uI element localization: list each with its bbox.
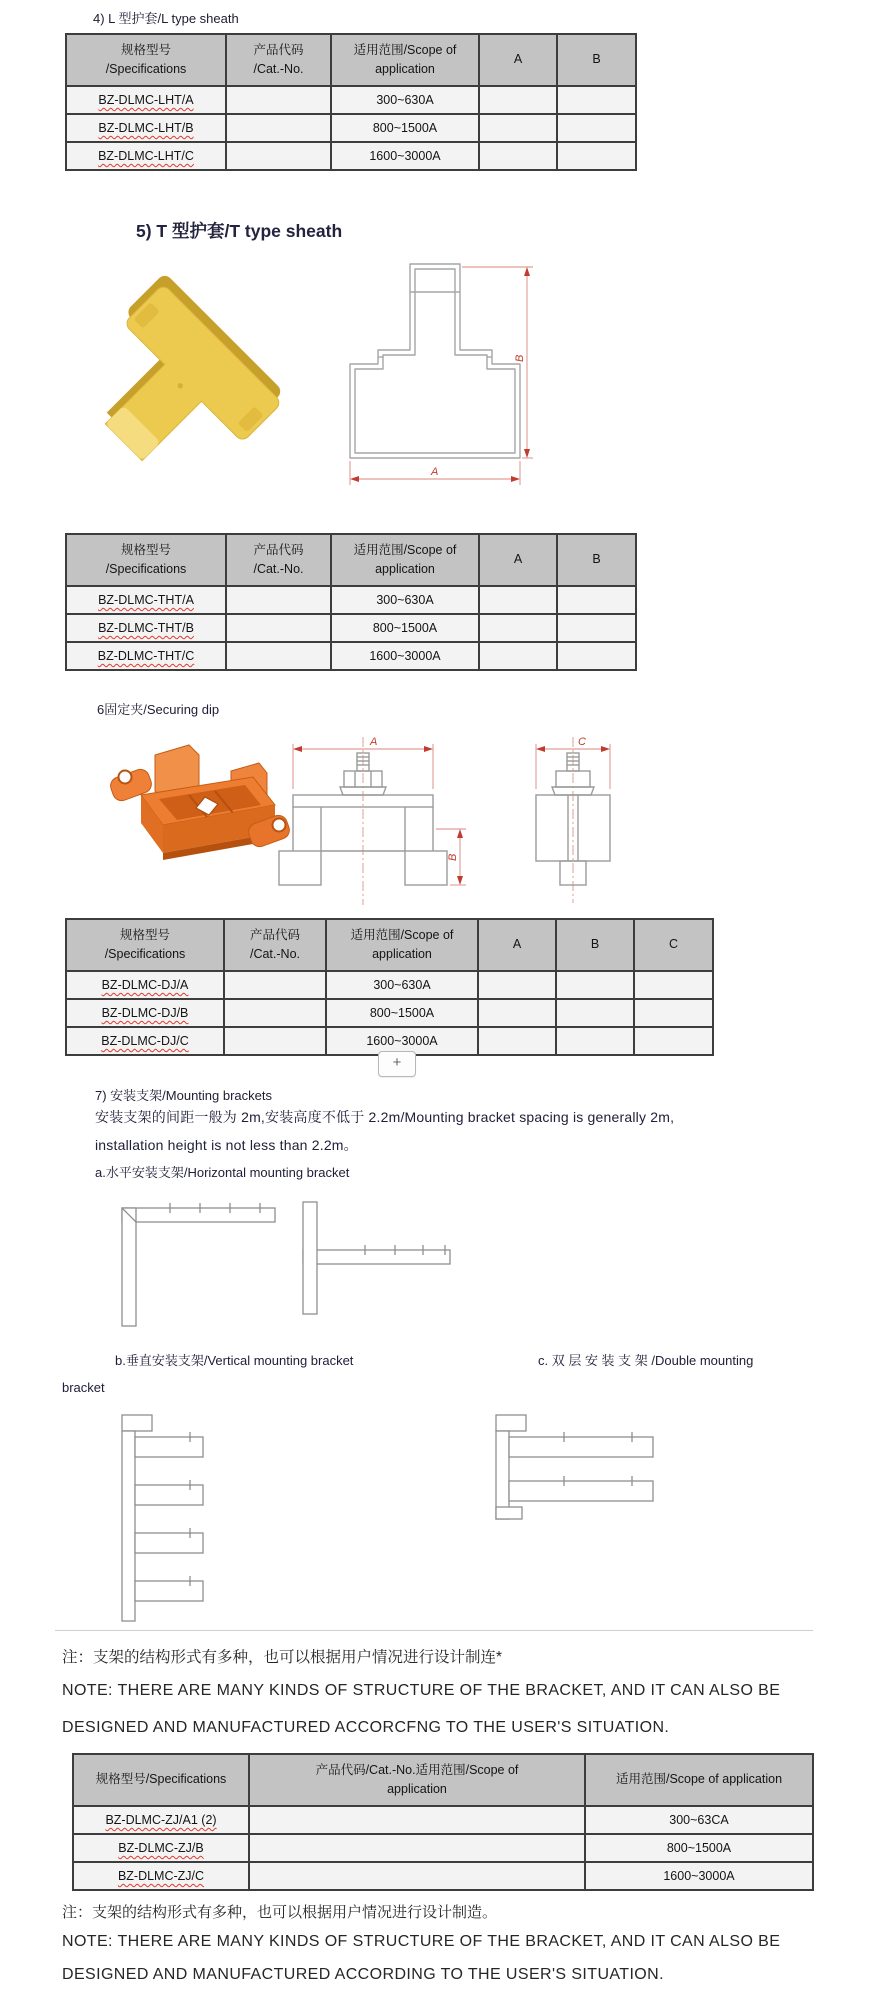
table-row <box>66 614 636 642</box>
cell-scope: 300~63CA <box>585 1806 813 1834</box>
table-row <box>66 642 636 670</box>
col-spec: 规格型号/Specifications <box>73 1754 249 1806</box>
col-scope: 适用范围/Scope of application <box>585 1754 813 1806</box>
cell-cat <box>249 1834 585 1862</box>
table-row <box>66 999 713 1027</box>
cell-scope: 1600~3000A <box>331 642 479 670</box>
section5-heading: 5) T 型护套/T type sheath <box>136 221 343 241</box>
cell-a <box>479 586 557 614</box>
t-sheath-profile-drawing <box>330 258 540 496</box>
dim-label-b: B <box>514 354 526 362</box>
col-cat: 产品代码 /Cat.-No. <box>226 34 331 86</box>
securing-clip-front-drawing <box>278 733 483 911</box>
cell-scope: 300~630A <box>331 86 479 114</box>
cell-a <box>479 114 557 142</box>
dim-label-a: A <box>370 736 378 748</box>
col-a: A <box>478 919 556 971</box>
clip-front-view <box>278 733 483 911</box>
cell-cat <box>226 614 331 642</box>
col-cat-scope: 产品代码/Cat.-No.适用范围/Scope of application <box>249 1754 585 1806</box>
cell-spec: BZ-DLMC-DJ/A <box>66 971 224 999</box>
expand-button[interactable]: + <box>378 1051 416 1077</box>
cell-c <box>634 999 713 1027</box>
section-divider <box>55 1630 813 1631</box>
table-header-row <box>66 534 636 586</box>
double-bracket-drawing <box>492 1413 657 1531</box>
note2-en-line1: NOTE: THERE ARE MANY KINDS OF STRUCTURE OF THE BRACKET, AND IT CAN ALSO BE <box>62 1933 781 1950</box>
col-scope: 适用范围/Scope of application <box>326 919 478 971</box>
t-sheath-table <box>65 533 637 671</box>
cell-c <box>634 971 713 999</box>
cell-spec: BZ-DLMC-DJ/B <box>66 999 224 1027</box>
table-row <box>66 114 636 142</box>
t-sheath-drawing <box>330 258 540 496</box>
cell-cat <box>226 114 331 142</box>
cell-b <box>557 642 636 670</box>
cell-scope: 800~1500A <box>326 999 478 1027</box>
table-row <box>73 1862 813 1890</box>
cell-spec: BZ-DLMC-THT/C <box>66 642 226 670</box>
cell-cat <box>249 1806 585 1834</box>
dim-label-c: C <box>578 736 586 748</box>
dim-label-a: A <box>431 466 439 478</box>
table-row <box>73 1834 813 1862</box>
cell-a <box>478 1027 556 1055</box>
cell-spec: BZ-DLMC-LHT/C <box>66 142 226 170</box>
cell-spec: BZ-DLMC-DJ/C <box>66 1027 224 1055</box>
cell-scope: 300~630A <box>326 971 478 999</box>
note2-zh: 注：支架的结构形式有多种，也可以根据用户情况进行设计制造。 <box>62 1904 498 1921</box>
cell-scope: 1600~3000A <box>326 1027 478 1055</box>
cell-cat <box>224 999 326 1027</box>
cell-b <box>557 86 636 114</box>
section6-heading: 6固定夹/Securing dip <box>97 702 220 717</box>
cell-b <box>557 614 636 642</box>
table-row <box>66 971 713 999</box>
table-header-row <box>73 1754 813 1806</box>
col-scope: 适用范围/Scope of application <box>331 534 479 586</box>
t-bracket-drawing <box>295 1200 460 1318</box>
clip-side-view <box>518 733 630 911</box>
l-bracket-drawing <box>118 1200 283 1332</box>
cell-b <box>557 114 636 142</box>
cell-scope: 1600~3000A <box>331 142 479 170</box>
cell-scope: 1600~3000A <box>585 1862 813 1890</box>
note1-en-line2: DESIGNED AND MANUFACTURED ACCORCFNG TO THE USER'S SITUATION. <box>62 1719 670 1736</box>
label-double-bracket-wrap: bracket <box>62 1380 105 1395</box>
cell-a <box>479 642 557 670</box>
mounting-para-line1: 安装支架的间距一般为 2m,安装高度不低于 2.2m/Mounting bracket spacing is generally 2m, <box>95 1109 675 1125</box>
cell-spec: BZ-DLMC-LHT/B <box>66 114 226 142</box>
cell-c <box>634 1027 713 1055</box>
label-vertical-bracket: b.垂直安装支架/Vertical mounting bracket <box>115 1353 354 1368</box>
cell-b <box>557 142 636 170</box>
cell-b <box>556 971 634 999</box>
col-a: A <box>479 34 557 86</box>
cell-b <box>556 1027 634 1055</box>
note1-zh: 注：支架的结构形式有多种，也可以根据用户情况进行设计制连* <box>62 1649 503 1666</box>
col-c: C <box>634 919 713 971</box>
dim-label-b: B <box>447 853 459 861</box>
cell-cat <box>224 971 326 999</box>
cell-cat <box>226 142 331 170</box>
cell-cat <box>224 1027 326 1055</box>
securing-clip-photo <box>103 733 298 905</box>
orange-clip-part-image <box>103 733 298 905</box>
mounting-para-line2: installation height is not less than 2.2m。 <box>95 1137 358 1153</box>
col-spec: 规格型号 /Specifications <box>66 919 224 971</box>
col-spec: 规格型号 /Specifications <box>66 534 226 586</box>
cell-a <box>478 971 556 999</box>
cell-spec: BZ-DLMC-ZJ/A1 (2) <box>73 1806 249 1834</box>
cell-a <box>479 86 557 114</box>
cell-b <box>556 999 634 1027</box>
note2-en-line2: DESIGNED AND MANUFACTURED ACCORDING TO THE USER'S SITUATION. <box>62 1966 664 1983</box>
cell-scope: 800~1500A <box>585 1834 813 1862</box>
note1-en-line1: NOTE: THERE ARE MANY KINDS OF STRUCTURE OF THE BRACKET, AND IT CAN ALSO BE <box>62 1682 781 1699</box>
cell-a <box>479 142 557 170</box>
section7-heading: 7) 安装支架/Mounting brackets <box>95 1088 273 1103</box>
securing-clip-side-drawing <box>518 733 630 911</box>
col-spec: 规格型号 /Specifications <box>66 34 226 86</box>
cell-scope: 800~1500A <box>331 614 479 642</box>
cell-spec: BZ-DLMC-ZJ/C <box>73 1862 249 1890</box>
cell-spec: BZ-DLMC-THT/B <box>66 614 226 642</box>
cell-cat <box>226 86 331 114</box>
horizontal-bracket-l-drawing <box>118 1200 283 1332</box>
col-cat: 产品代码 /Cat.-No. <box>226 534 331 586</box>
horizontal-bracket-t-drawing <box>295 1200 460 1318</box>
vertical-bracket <box>118 1413 223 1625</box>
table-row <box>66 586 636 614</box>
table-header-row <box>66 34 636 86</box>
cell-a <box>478 999 556 1027</box>
section4-heading: 4) L 型护套/L type sheath <box>93 11 239 26</box>
table-row <box>66 142 636 170</box>
cell-spec: BZ-DLMC-LHT/A <box>66 86 226 114</box>
col-b: B <box>557 34 636 86</box>
brackets-table <box>72 1753 814 1891</box>
cell-spec: BZ-DLMC-ZJ/B <box>73 1834 249 1862</box>
col-b: B <box>556 919 634 971</box>
col-scope: 适用范围/Scope of application <box>331 34 479 86</box>
cell-scope: 300~630A <box>331 586 479 614</box>
col-cat: 产品代码 /Cat.-No. <box>224 919 326 971</box>
table-row <box>73 1806 813 1834</box>
cell-cat <box>226 586 331 614</box>
table-row <box>66 86 636 114</box>
cell-a <box>479 614 557 642</box>
cell-cat <box>249 1862 585 1890</box>
t-sheath-photo <box>88 255 298 495</box>
yellow-t-part-image <box>88 255 298 495</box>
col-b: B <box>557 534 636 586</box>
cell-scope: 800~1500A <box>331 114 479 142</box>
col-a: A <box>479 534 557 586</box>
l-sheath-table <box>65 33 637 171</box>
cell-cat <box>226 642 331 670</box>
table-header-row <box>66 919 713 971</box>
vertical-bracket-drawing <box>118 1413 223 1625</box>
cell-spec: BZ-DLMC-THT/A <box>66 586 226 614</box>
label-double-bracket: c. 双 层 安 装 支 架 /Double mounting <box>538 1353 754 1368</box>
label-horizontal-bracket: a.水平安装支架/Horizontal mounting bracket <box>95 1165 350 1180</box>
cell-b <box>557 586 636 614</box>
securing-clip-table <box>65 918 714 1056</box>
double-bracket <box>492 1413 657 1531</box>
